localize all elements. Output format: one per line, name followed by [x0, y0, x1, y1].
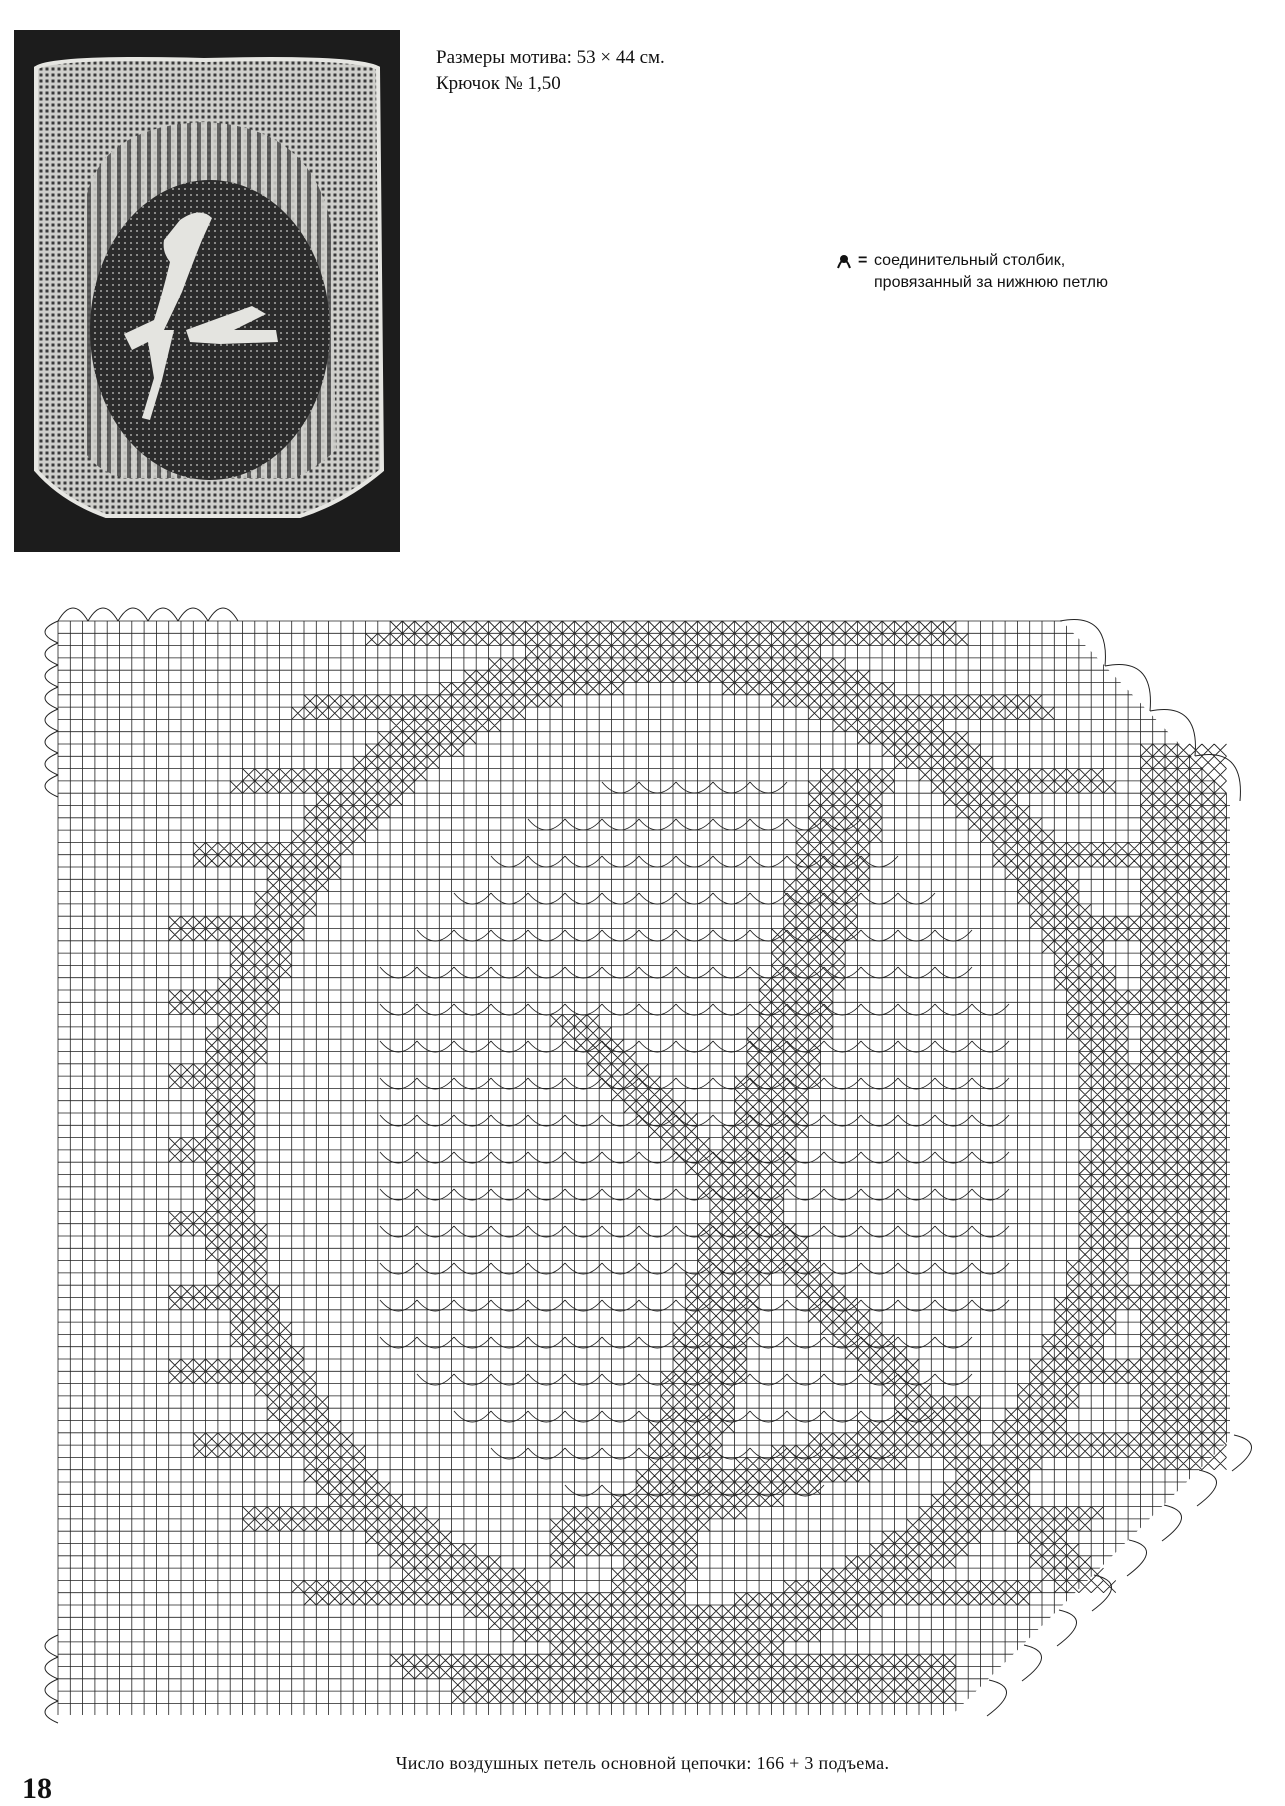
- legend-line-1: соединительный столбик,: [874, 252, 1066, 269]
- page-number: 18: [22, 1772, 52, 1805]
- legend-equals: =: [858, 252, 868, 269]
- symbol-legend: [834, 250, 1108, 294]
- motif-size: Размеры мотива: 53 × 44 см.: [436, 47, 665, 68]
- slip-stitch-icon: [834, 250, 858, 272]
- chart-caption: Число воздушных петель основной цепочки: 166 + 3 подъема.: [395, 1753, 890, 1773]
- motif-photo: [14, 30, 400, 552]
- legend-line-2: провязанный за нижнюю петлю: [874, 274, 1109, 291]
- crochet-chart: [20, 585, 1265, 1765]
- motif-specs: [436, 45, 665, 97]
- chart-lacet-arcs: [380, 782, 1009, 1496]
- hook-size: Крючок № 1,50: [436, 73, 561, 94]
